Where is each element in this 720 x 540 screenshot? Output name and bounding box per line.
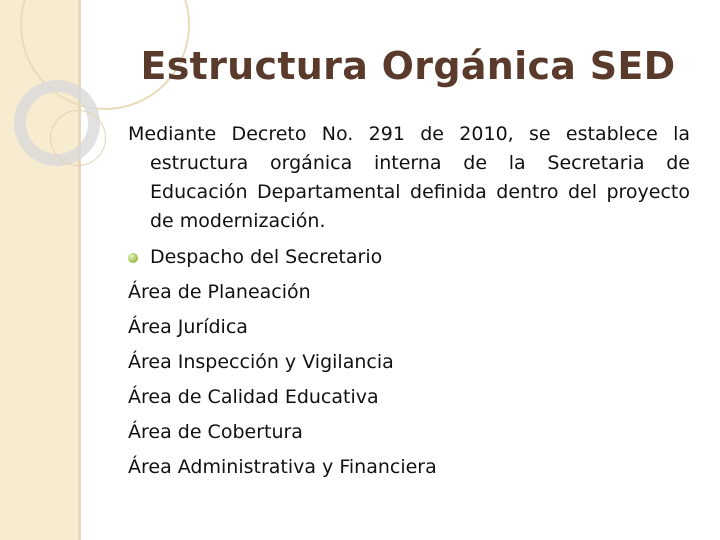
list-item [128, 450, 690, 485]
list-item-label: Área de Planeación [128, 281, 311, 303]
list-item-label: Área de Cobertura [128, 421, 303, 443]
list-item [128, 310, 690, 345]
list-item [128, 380, 690, 415]
list-item [128, 345, 690, 380]
slide-title: Estructura Orgánica SED [140, 44, 676, 88]
list-item-label: Área de Calidad Educativa [128, 386, 379, 408]
intro-paragraph: Mediante Decreto No. 291 de 2010, se establece la estructura orgánica interna de la Secretaria de Educación Departamental definida dentro del proyecto de modernización. [128, 123, 690, 232]
bullet-icon [128, 253, 138, 263]
decorative-ring [50, 110, 106, 166]
list-item [128, 240, 690, 275]
area-list [128, 240, 690, 485]
list-item [128, 415, 690, 450]
slide-body [128, 120, 690, 485]
list-item [128, 275, 690, 310]
list-item-label: Despacho del Secretario [150, 246, 383, 268]
list-item-label: Área Jurídica [128, 316, 248, 338]
list-item-label: Área Administrativa y Financiera [128, 456, 437, 478]
list-item-label: Área Inspección y Vigilancia [128, 351, 394, 373]
